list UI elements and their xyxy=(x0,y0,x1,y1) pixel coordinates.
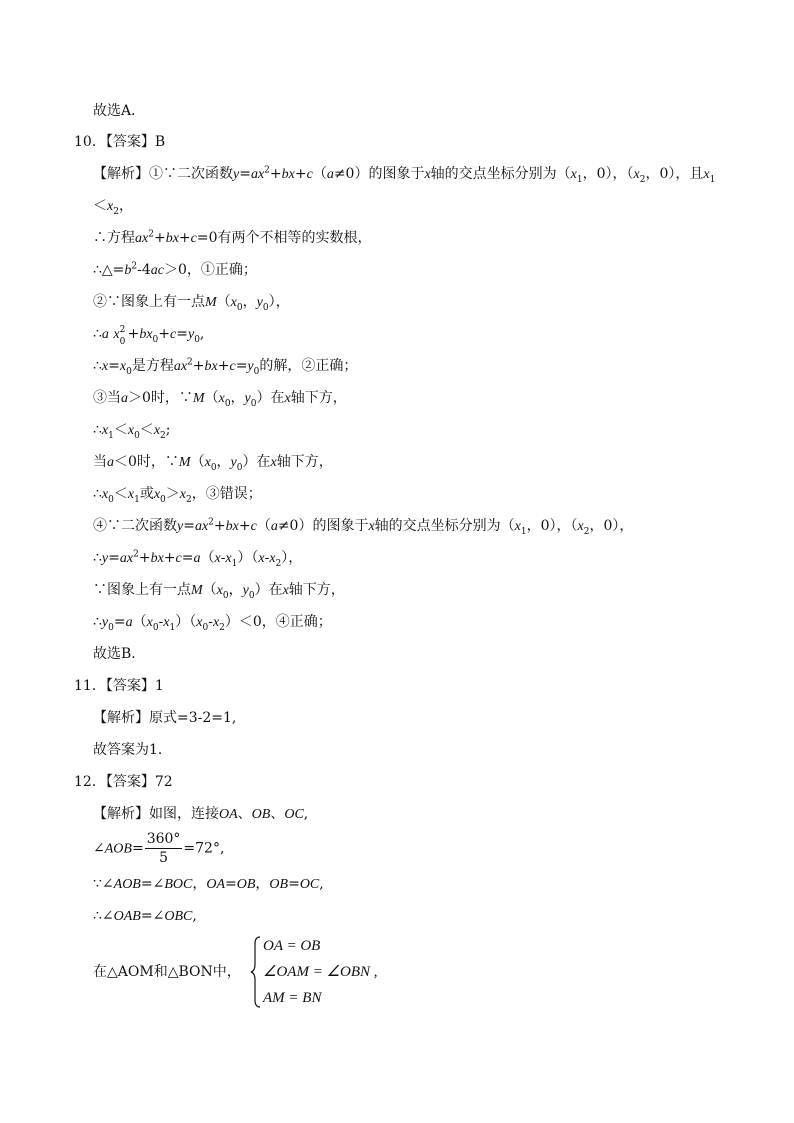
text-line: 故选B． xyxy=(93,646,146,662)
text-line: $\therefore x_1<x_0<x_2$; xyxy=(93,422,171,441)
text-line: ∵图象上有一点$M(x_0$，$y_0$）在x轴下方， xyxy=(93,582,345,601)
text-line: $\therefore x_0<x_1$或$x_0>x_2$，③错误； xyxy=(93,486,262,505)
text-line: ②∵图象上有一点$M(x_0$，$y_0$）， xyxy=(93,294,290,313)
text-line: ∴∠OAB=∠OBC, xyxy=(93,908,197,924)
text-line: ∴方程$ax^2+bx+c=0$有两个不相等的实数根， xyxy=(93,229,372,246)
text-line: ∵∠AOB=∠BOC，OA=OB，OB=OC, xyxy=(93,876,324,892)
question-12-header: 12．【答案】72 xyxy=(74,774,173,790)
question-10-header: 10．【答案】B xyxy=(74,134,166,150)
equation-row: AM = BN xyxy=(263,990,322,1006)
text-line: 故答案为1． xyxy=(93,742,172,758)
text-line: 故选A． xyxy=(93,103,146,119)
text-line: $<x_2$， xyxy=(93,198,133,217)
equation-row: OA = OB xyxy=(263,938,321,954)
question-11-header: 11．【答案】1 xyxy=(74,678,164,694)
text-line: 【解析】①∵二次函数$y=ax^2+bx+c(a\ne 0)$的图象于x轴的交点坐标分别为（$x_1$，0），（$x_2$，0），且$x_1$ xyxy=(93,165,716,185)
text-line: $\therefore\triangle=b^2-4ac>0$，①正确； xyxy=(93,261,257,278)
text-line: 在△AOM和△BON中， xyxy=(93,964,241,980)
equation-row: ∠OAM = ∠OBN , xyxy=(263,964,378,980)
text-line: ④∵二次函数$y=ax^2+bx+c(a\ne 0)$的图象于x轴的交点坐标分别为（$x_1$，0），（$x_2$，0）， xyxy=(93,517,634,537)
text-line: $\therefore y=ax^2+bx+c=a(x-x_1)(x-x_2)$， xyxy=(93,549,303,569)
brace-icon xyxy=(250,936,262,1008)
text-line: 【解析】如图，连接OA、OB、OC, xyxy=(93,806,309,822)
text-line: 当a＜0时，$\because M(x_0$，$y_0$）在x轴下方， xyxy=(93,454,333,473)
text-line: $\therefore x=x_0$是方程$ax^2+bx+c=y_0$的解，②正确； xyxy=(93,357,358,377)
text-line: ③当a＞0时，$\because M(x_0$，$y_0$）在x轴下方， xyxy=(93,390,347,409)
text-line: 【解析】原式=3-2=1, xyxy=(93,710,237,726)
text-line: ∠AOB= $\frac{360^\circ}{5}$ =72°, xyxy=(93,831,225,866)
text-line: $\therefore y_0=a(x_0-x_1)(x_0-x_2)<0$，④正确； xyxy=(93,614,332,633)
fraction: $\frac{360^\circ}{5}$ xyxy=(146,831,181,866)
text-line: ∴a x 2 0 $+bx_0+c=y_0$, xyxy=(93,325,205,347)
